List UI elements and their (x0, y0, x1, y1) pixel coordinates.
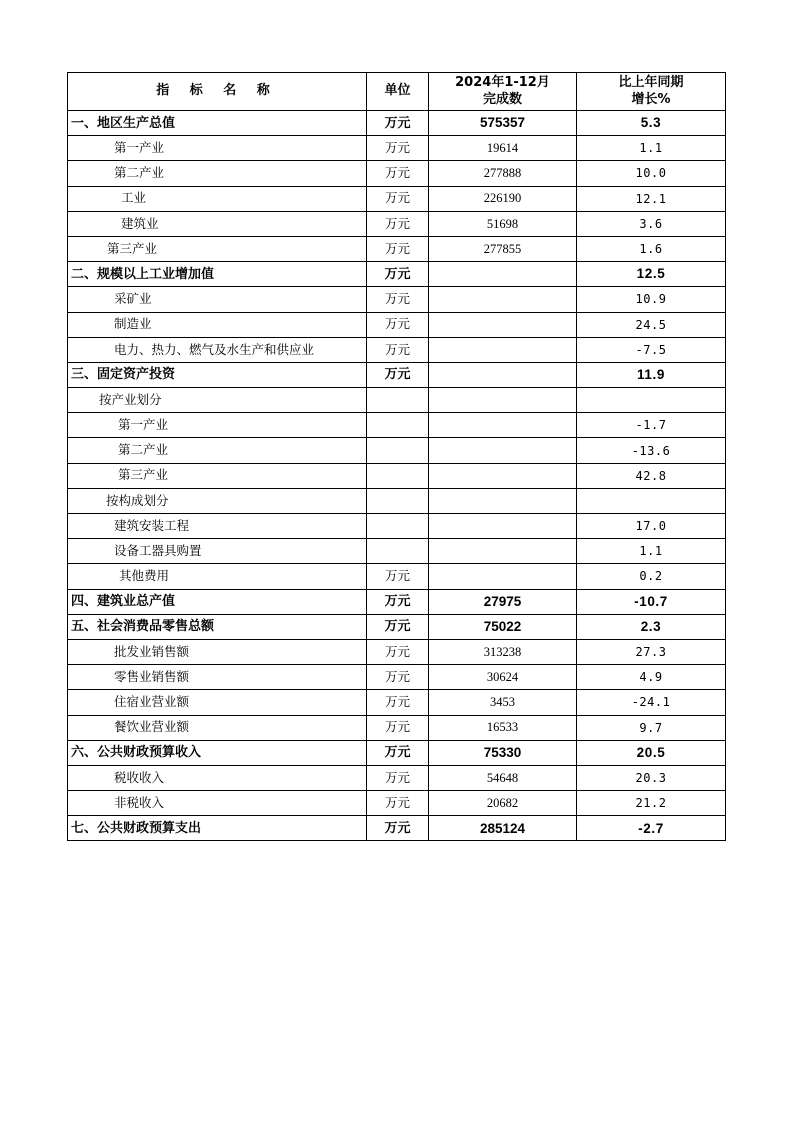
row-name: 第二产业 (68, 161, 367, 186)
row-name: 餐饮业营业额 (68, 715, 367, 740)
row-unit: 万元 (367, 589, 429, 614)
row-value: 277855 (429, 236, 577, 261)
row-name: 第一产业 (68, 136, 367, 161)
row-unit (367, 514, 429, 539)
row-name: 三、固定资产投资 (68, 362, 367, 387)
row-name: 采矿业 (68, 287, 367, 312)
row-name: 一、地区生产总值 (68, 111, 367, 136)
table-row (68, 488, 726, 513)
header-change: 比上年同期 增长% (577, 73, 726, 111)
row-value (429, 388, 577, 413)
row-change: 10.0 (577, 161, 726, 186)
row-change: 42.8 (577, 463, 726, 488)
row-unit: 万元 (367, 765, 429, 790)
row-value: 277888 (429, 161, 577, 186)
row-unit: 万元 (367, 816, 429, 841)
table-row (68, 740, 726, 765)
row-change: -2.7 (577, 816, 726, 841)
header-indicator-name: 指 标 名 称 (68, 73, 367, 111)
row-name: 第二产业 (68, 438, 367, 463)
row-name: 电力、热力、燃气及水生产和供应业 (68, 337, 367, 362)
row-change: 20.3 (577, 765, 726, 790)
table-row (68, 614, 726, 639)
row-change: 1.1 (577, 539, 726, 564)
row-change: 9.7 (577, 715, 726, 740)
row-unit: 万元 (367, 287, 429, 312)
table-row (68, 186, 726, 211)
row-change: 24.5 (577, 312, 726, 337)
row-value (429, 362, 577, 387)
row-value (429, 413, 577, 438)
table-row (68, 337, 726, 362)
row-value: 16533 (429, 715, 577, 740)
row-value (429, 438, 577, 463)
row-unit: 万元 (367, 715, 429, 740)
row-change: 12.5 (577, 262, 726, 287)
row-change: 2.3 (577, 614, 726, 639)
table-row (68, 816, 726, 841)
row-name: 其他费用 (68, 564, 367, 589)
row-change: 4.9 (577, 665, 726, 690)
row-unit: 万元 (367, 337, 429, 362)
table-row (68, 539, 726, 564)
row-name: 批发业销售额 (68, 639, 367, 664)
row-unit: 万元 (367, 211, 429, 236)
row-unit (367, 463, 429, 488)
row-change: 10.9 (577, 287, 726, 312)
row-unit: 万元 (367, 614, 429, 639)
row-value (429, 564, 577, 589)
table-header-row (68, 73, 726, 111)
row-unit: 万元 (367, 665, 429, 690)
row-change: 17.0 (577, 514, 726, 539)
row-name: 按构成划分 (68, 488, 367, 513)
row-value: 19614 (429, 136, 577, 161)
row-unit: 万元 (367, 690, 429, 715)
row-name: 五、社会消费品零售总额 (68, 614, 367, 639)
row-change: 20.5 (577, 740, 726, 765)
row-change: 5.3 (577, 111, 726, 136)
table-row (68, 287, 726, 312)
row-change (577, 388, 726, 413)
header-value: 2024年1-12月 完成数 (429, 73, 577, 111)
row-name: 非税收入 (68, 791, 367, 816)
row-name: 设备工器具购置 (68, 539, 367, 564)
row-value: 51698 (429, 211, 577, 236)
row-name: 七、公共财政预算支出 (68, 816, 367, 841)
row-value: 75022 (429, 614, 577, 639)
row-value (429, 337, 577, 362)
row-unit: 万元 (367, 186, 429, 211)
row-value: 30624 (429, 665, 577, 690)
row-unit: 万元 (367, 262, 429, 287)
row-unit (367, 413, 429, 438)
row-unit: 万元 (367, 161, 429, 186)
row-value (429, 488, 577, 513)
row-name: 二、规模以上工业增加值 (68, 262, 367, 287)
row-unit: 万元 (367, 312, 429, 337)
row-value: 27975 (429, 589, 577, 614)
table-row (68, 514, 726, 539)
table-row (68, 388, 726, 413)
row-change: 21.2 (577, 791, 726, 816)
row-name: 四、建筑业总产值 (68, 589, 367, 614)
row-unit: 万元 (367, 639, 429, 664)
row-value (429, 262, 577, 287)
row-name: 第一产业 (68, 413, 367, 438)
row-name: 税收收入 (68, 765, 367, 790)
table-row (68, 312, 726, 337)
row-value (429, 539, 577, 564)
row-unit (367, 488, 429, 513)
table-row (68, 262, 726, 287)
row-unit: 万元 (367, 362, 429, 387)
table-row (68, 362, 726, 387)
row-name: 建筑业 (68, 211, 367, 236)
row-name: 第三产业 (68, 236, 367, 261)
table-row (68, 690, 726, 715)
row-name: 六、公共财政预算收入 (68, 740, 367, 765)
table-row (68, 413, 726, 438)
table-row (68, 564, 726, 589)
table-row (68, 463, 726, 488)
row-change: 1.6 (577, 236, 726, 261)
row-value (429, 514, 577, 539)
row-unit (367, 438, 429, 463)
row-change: 12.1 (577, 186, 726, 211)
row-change: 0.2 (577, 564, 726, 589)
row-unit: 万元 (367, 236, 429, 261)
table-row (68, 111, 726, 136)
row-change: 11.9 (577, 362, 726, 387)
table-row (68, 765, 726, 790)
statistics-table (67, 72, 726, 841)
row-change: 27.3 (577, 639, 726, 664)
row-value (429, 287, 577, 312)
row-unit (367, 539, 429, 564)
header-unit: 单位 (367, 73, 429, 111)
row-change: -13.6 (577, 438, 726, 463)
table-row (68, 715, 726, 740)
row-name: 住宿业营业额 (68, 690, 367, 715)
row-unit (367, 388, 429, 413)
row-change: 3.6 (577, 211, 726, 236)
row-unit: 万元 (367, 111, 429, 136)
row-name: 按产业划分 (68, 388, 367, 413)
row-change (577, 488, 726, 513)
row-name: 工业 (68, 186, 367, 211)
table-row (68, 438, 726, 463)
row-unit: 万元 (367, 136, 429, 161)
row-change: -24.1 (577, 690, 726, 715)
row-value: 285124 (429, 816, 577, 841)
row-name: 第三产业 (68, 463, 367, 488)
table-row (68, 236, 726, 261)
row-value (429, 312, 577, 337)
row-change: -7.5 (577, 337, 726, 362)
table-row (68, 791, 726, 816)
table-row (68, 136, 726, 161)
row-change: 1.1 (577, 136, 726, 161)
row-name: 建筑安装工程 (68, 514, 367, 539)
row-unit: 万元 (367, 740, 429, 765)
row-value: 3453 (429, 690, 577, 715)
row-value: 226190 (429, 186, 577, 211)
row-change: -10.7 (577, 589, 726, 614)
row-unit: 万元 (367, 791, 429, 816)
table-row (68, 639, 726, 664)
table-row (68, 665, 726, 690)
row-value (429, 463, 577, 488)
row-name: 零售业销售额 (68, 665, 367, 690)
row-change: -1.7 (577, 413, 726, 438)
row-value: 313238 (429, 639, 577, 664)
table-row (68, 211, 726, 236)
row-name: 制造业 (68, 312, 367, 337)
row-value: 20682 (429, 791, 577, 816)
row-value: 575357 (429, 111, 577, 136)
row-unit: 万元 (367, 564, 429, 589)
table-row (68, 589, 726, 614)
row-value: 54648 (429, 765, 577, 790)
table-row (68, 161, 726, 186)
row-value: 75330 (429, 740, 577, 765)
